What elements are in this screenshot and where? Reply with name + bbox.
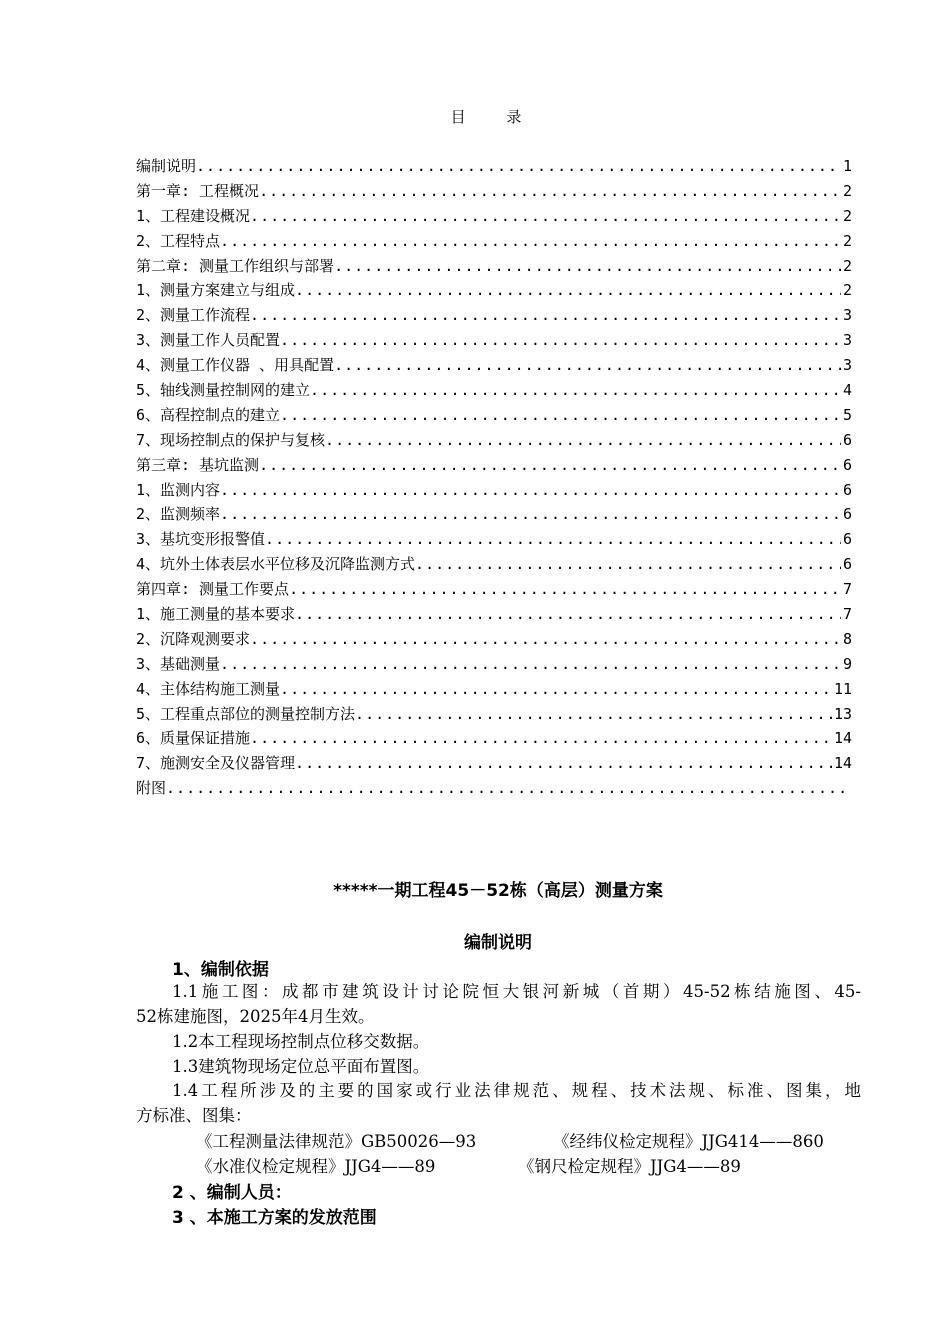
toc-entry[interactable] [136,527,852,552]
heading-staff: 2 、编制人员： [172,1183,292,1203]
toc-entry[interactable] [136,303,852,328]
toc-entry-label: 1、施工测量的基本要求 [136,605,296,624]
toc-entry-page: 6 [842,555,852,574]
toc-entry-page: 1 [842,157,852,175]
toc-entry-label: 3、基坑变形报警值 [136,530,266,549]
toc-entry-page: 11 [833,679,852,698]
toc-entry-page: 2 [842,231,852,250]
toc-leader-dots [250,303,841,328]
toc-entry[interactable] [136,776,846,801]
toc-entry[interactable] [136,602,852,627]
paragraph-1-2-text: 1.2本工程现场控制点位移交数据。 [172,1032,430,1051]
toc-leader-dots [250,726,832,751]
toc-leader-dots [259,453,841,478]
toc-entry[interactable] [136,751,852,776]
toc-entry-page: 5 [842,405,852,424]
standard-survey-code: 《工程测量法律规范》GB50026—93 [196,1132,477,1151]
standard-theodolite: 《经纬仪检定规程》JJG414——860 [553,1132,824,1151]
toc-leader-dots [355,702,832,727]
toc-entry[interactable] [136,627,852,652]
document-title: *****一期工程45－52栋（高层）测量方案 [333,881,663,901]
paragraph-1-1 [136,979,861,1029]
toc-entry-label: 2、测量工作流程 [136,306,251,325]
standard-steel-tape: 《钢尺检定规程》JJG4——89 [518,1157,741,1176]
table-of-contents [136,154,852,801]
toc-entry-page: 4 [842,381,852,400]
toc-entry[interactable] [136,154,852,179]
toc-leader-dots [295,751,832,776]
section-title: 编制说明 [464,933,532,953]
toc-entry-page: 6 [842,480,852,499]
paragraph-1-4-line2: 方标准、图集： [136,1106,252,1125]
toc-entry-label: 编制说明 [136,157,197,175]
toc-leader-dots [220,229,841,254]
toc-entry-page: 2 [842,281,852,300]
toc-leader-dots [289,577,841,602]
toc-leader-dots [250,627,841,652]
toc-leader-dots [334,254,841,279]
toc-leader-dots [220,478,841,503]
toc-entry[interactable] [136,353,852,378]
toc-leader-dots [280,677,832,702]
heading-basis: 1、编制依据 [172,960,269,980]
paragraph-1-2 [136,1029,861,1054]
toc-entry-page: 6 [842,455,852,474]
paragraph-1-4 [136,1078,861,1128]
toc-entry[interactable] [136,229,852,254]
toc-entry-page: 3 [842,306,852,325]
toc-entry-label: 第一章: 工程概况 [136,181,260,200]
toc-entry-page: 14 [833,754,852,773]
toc-entry-label: 1、监测内容 [136,480,221,499]
toc-entry-label: 第二章: 测量工作组织与部署 [136,256,335,275]
toc-leader-dots [166,776,844,801]
toc-entry-label: 1、工程建设概况 [136,206,251,225]
toc-entry-label: 7、施测安全及仪器管理 [136,754,296,773]
toc-entry[interactable] [136,577,852,602]
toc-entry-page: 2 [842,181,852,200]
paragraph-1-3-text: 1.3建筑物现场定位总平面布置图。 [172,1057,430,1076]
toc-leader-dots [295,602,841,627]
toc-leader-dots [295,278,841,303]
toc-entry-label: 2、工程特点 [136,231,221,250]
toc-leader-dots [334,353,841,378]
toc-entry[interactable] [136,726,852,751]
toc-leader-dots [196,154,841,179]
toc-entry-label: 6、质量保证措施 [136,729,251,748]
toc-leader-dots [250,204,841,229]
toc-entry[interactable] [136,204,852,229]
toc-leader-dots [259,179,841,204]
toc-entry[interactable] [136,328,852,353]
toc-entry[interactable] [136,478,852,503]
toc-entry-label: 第四章: 测量工作要点 [136,580,290,599]
toc-entry-label: 附图 [136,779,167,798]
toc-leader-dots [220,502,841,527]
toc-entry[interactable] [136,403,852,428]
toc-entry-label: 6、高程控制点的建立 [136,405,281,424]
toc-entry-page: 9 [842,654,852,673]
toc-entry-label: 4、坑外土体表层水平位移及沉降监测方式 [136,555,416,574]
toc-title: 目 录 [450,108,540,126]
toc-entry-label: 3、测量工作人员配置 [136,331,281,350]
toc-leader-dots [220,652,841,677]
paragraph-1-4-line1: 1.4工程所涉及的主要的国家或行业法律规范、规程、技术法规、标准、图集，地 [172,1081,861,1100]
toc-entry-label: 1、测量方案建立与组成 [136,281,296,300]
heading-distribution: 3 、本施工方案的发放范围 [172,1208,377,1228]
toc-entry-page: 6 [842,505,852,524]
toc-entry[interactable] [136,702,852,727]
toc-entry-page: 2 [842,206,852,225]
toc-entry[interactable] [136,378,852,403]
toc-leader-dots [280,328,841,353]
toc-entry-page: 14 [833,729,852,748]
paragraph-1-1-line2: 52栋建施图，2025年4月生效。 [136,1007,375,1026]
toc-entry-label: 2、监测频率 [136,505,221,524]
toc-entry[interactable] [136,179,852,204]
toc-entry[interactable] [136,652,852,677]
toc-leader-dots [415,552,841,577]
toc-entry[interactable] [136,552,852,577]
toc-entry-label: 7、现场控制点的保护与复核 [136,430,326,449]
toc-entry[interactable] [136,677,852,702]
toc-entry-label: 第三章: 基坑监测 [136,455,260,474]
toc-entry-label: 3、基础测量 [136,654,221,673]
toc-entry[interactable] [136,502,852,527]
toc-entry-page: 6 [842,430,852,449]
toc-entry[interactable] [136,453,852,478]
toc-entry[interactable] [136,428,852,453]
toc-entry[interactable] [136,254,852,279]
toc-entry-page: 7 [842,580,852,599]
toc-entry-page: 6 [842,530,852,549]
toc-entry-label: 4、测量工作仪器 、用具配置 [136,356,335,375]
toc-leader-dots [280,403,841,428]
toc-entry-label: 5、轴线测量控制网的建立 [136,381,311,400]
toc-leader-dots [325,428,841,453]
toc-entry-page: 3 [842,331,852,350]
toc-entry-label: 5、工程重点部位的测量控制方法 [136,704,356,723]
toc-entry-page: 2 [842,256,852,275]
toc-leader-dots [310,378,841,403]
toc-leader-dots [265,527,841,552]
toc-entry[interactable] [136,278,852,303]
paragraph-1-3 [136,1054,861,1079]
toc-entry-label: 2、沉降观测要求 [136,629,251,648]
toc-entry-page: 13 [833,704,852,723]
paragraph-1-1-line1: 1.1施工图：成都市建筑设计讨论院恒大银河新城（首期）45-52栋结施图、45- [172,982,861,1001]
standard-level: 《水准仪检定规程》JJG4——89 [196,1157,436,1176]
toc-entry-page: 3 [842,356,852,375]
toc-entry-page: 7 [842,605,852,624]
toc-entry-label: 4、主体结构施工测量 [136,679,281,698]
toc-entry-page: 8 [842,629,852,648]
